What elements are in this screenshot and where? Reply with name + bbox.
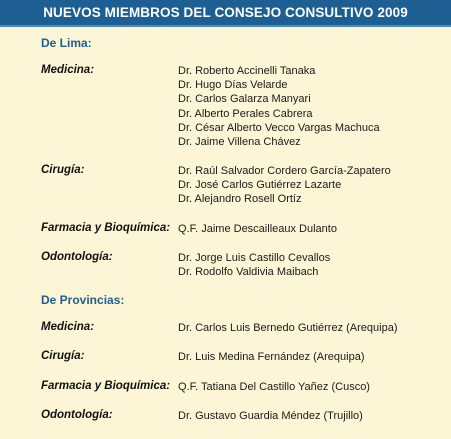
member-name: Dr. Carlos Luis Bernedo Gutiérrez (Arequipa): [178, 322, 398, 334]
member-list: [178, 321, 397, 335]
category-label: Medicina:: [41, 64, 95, 76]
section-heading-lima: De Lima:: [41, 36, 92, 50]
member-name: Dr. Luis Medina Fernández (Arequipa): [178, 351, 365, 363]
member-name: Dr. Rodolfo Valdivia Maibach: [178, 266, 319, 279]
member-list: [178, 64, 380, 149]
member-list: [178, 164, 391, 207]
member-name: Dr. José Carlos Gutiérrez Lazarte: [178, 179, 342, 192]
category-label: Cirugía:: [41, 350, 85, 362]
member-name: Dr. Jaime Villena Chávez: [178, 136, 301, 149]
category-label: Farmacia y Bioquímica:: [41, 380, 171, 392]
member-name: Q.F. Tatiana Del Castillo Yañez (Cusco): [178, 381, 370, 393]
member-name: Dr. Roberto Accinelli Tanaka: [178, 65, 316, 77]
category-label: Farmacia y Bioquímica:: [41, 222, 171, 234]
category-label: Odontología:: [41, 409, 113, 421]
member-name: Dr. Hugo Días Velarde: [178, 79, 288, 92]
category-label: Odontología:: [41, 251, 113, 263]
member-name: Dr. Alejandro Rosell Ortíz: [178, 193, 302, 206]
member-name: Dr. Jorge Luis Castillo Cevallos: [178, 252, 331, 264]
member-list: [178, 350, 364, 364]
member-name: Dr. César Alberto Vecco Vargas Machuca: [178, 121, 380, 134]
category-label: Medicina:: [41, 321, 95, 333]
member-list: [178, 380, 370, 394]
member-name: Dr. Alberto Perales Cabrera: [178, 107, 313, 120]
member-name: Dr. Gustavo Guardia Méndez (Trujillo): [178, 410, 363, 422]
member-name: Dr. Carlos Galarza Manyari: [178, 93, 311, 106]
member-name: Q.F. Jaime Descailleaux Dulanto: [178, 223, 337, 235]
member-list: [178, 409, 363, 423]
member-list: [178, 251, 330, 279]
section-heading-provincias: De Provincias:: [41, 293, 125, 307]
category-label: Cirugía:: [41, 164, 85, 176]
panel-title: NUEVOS MIEMBROS DEL CONSEJO CONSULTIVO 2009: [0, 0, 451, 27]
member-list: [178, 222, 337, 236]
member-name: Dr. Raúl Salvador Cordero García-Zapatero: [178, 165, 391, 177]
